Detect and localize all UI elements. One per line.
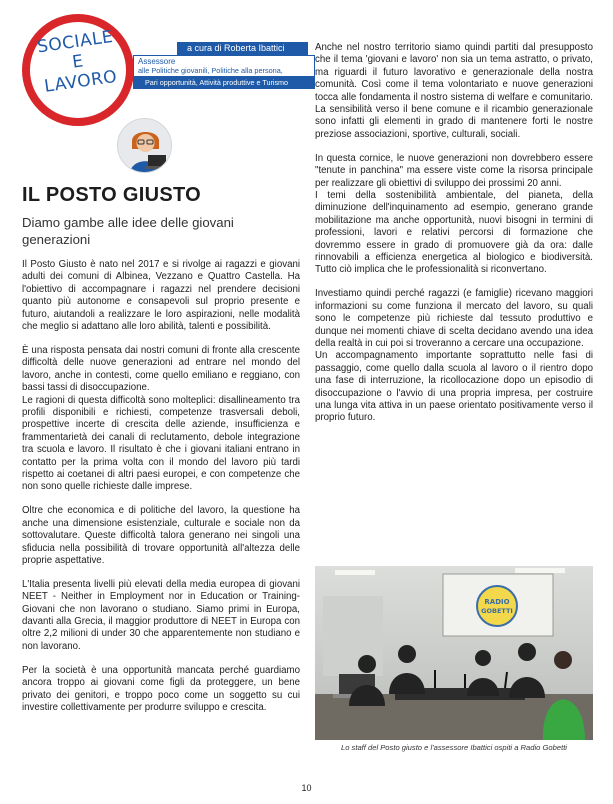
photo-caption: Lo staff del Posto giusto e l'assessore Ibattici ospiti a Radio Gobetti bbox=[340, 743, 567, 752]
assessor-line-1: alle Politiche giovanili, Politiche alla persona, bbox=[138, 66, 283, 75]
paragraph: È una risposta pensata dai nostri comuni di fronte alla crescente difficoltà delle nuove generazioni ad entrare nel mondo del lavoro, anche in contesti, come quello emiliano e reggiano, con bassi tassi di disoccupazione. bbox=[22, 344, 300, 394]
badge-line-2: E bbox=[71, 51, 85, 73]
paragraph: I temi della sostenibilità ambientale, del pianeta, della diminuzione dell'inquinamento ad esempio, generano grande mobilitazione ma anche opportunità, nuovi bisogni in termini di professioni, lavori e relativi percorsi di formazione che dovremmo essere in grado di promuovere già da ora: dalle rinnovabili a efficienza energetica al biologico e biodiversità. Tutto ciò implica che le professionalità si riconvertano. bbox=[315, 189, 593, 276]
radio-logo-line-1: RADIO bbox=[484, 598, 510, 606]
page-number: 10 bbox=[301, 783, 312, 793]
assessor-role: Assessore bbox=[138, 57, 176, 66]
paragraph: Per la società è una opportunità mancata perché guardiamo ancora troppo ai giovani come figli da proteggere, un bene privato dei genitori, e troppo poco come un soggetto su cui investire collettivamente per produrre sviluppo e crescita. bbox=[22, 664, 300, 713]
paragraph: Oltre che economica e di politiche del lavoro, la questione ha anche una dimensione esistenziale, culturale e sociale non da sottovalutare. Queste difficoltà talora generano nei singoli una sfiducia nella possibilità di trovare opportunità all'altezza delle proprie aspettative. bbox=[22, 505, 300, 566]
paragraph: Le ragioni di questa difficoltà sono molteplici: disallineamento tra profili disponibili e richiesti, competenze trasversali deboli, prospettive incerte di crescita delle aziende, insufficienza e frammentarietà dei canali di reclutamento, debole integrazione tra scuola e lavoro. Il risultato è che i giovani italiani entrano in contatto per la prima volta con il mondo del lavoro più tardi rispetto ai coetanei di altri paesi europei, e con competenze che non sono quelle richieste dalle imprese. bbox=[22, 394, 300, 493]
paragraph: Un accompagnamento importante soprattutto nelle fasi di passaggio, come quello dalla scuola al lavoro o il rientro dopo una fase di interruzione, la ricollocazione dopo un episodio di disoccupazione o l'avvio di una propria impresa, per costruire una lunga vita attiva in un paese orientato positivamente verso il proprio futuro. bbox=[315, 350, 593, 424]
paragraph: Anche nel nostro territorio siamo quindi partiti dal presupposto che il tema 'giovani e lavoro' non sia un tema astratto, o privato, ma riguardi il futuro lavorativo e generazionale della nostra comunità. Così come il tema volontariato e nuove generazioni tocca alle fondamenta il nostro sistema di welfare e comunitario. La sensibilità verso il bene comune e il ricambio generazionale sono infatti gli elementi in grado di mantenere forti le nostre preziose associazioni, sportive, culturali, sociali. bbox=[315, 42, 593, 140]
section-badge bbox=[22, 14, 134, 126]
avatar-illustration-icon bbox=[118, 119, 172, 173]
badge-line-1: SOCIALE bbox=[35, 26, 115, 58]
right-column bbox=[315, 42, 593, 436]
left-column bbox=[22, 259, 300, 726]
article-subtitle: Diamo gambe alle idee delle giovani generazioni bbox=[22, 215, 234, 247]
badge-line-3: LAVORO bbox=[43, 66, 119, 97]
paragraph: Il Posto Giusto è nato nel 2017 e si rivolge ai ragazzi e giovani adulti dei comuni di Albinea, Vezzano e Quattro Castella. Ha l'obiettivo di accompagnare i ragazzi nel prendere decisioni quanto più autonome e consapevoli sul proprio presente e futuro, aiutandoli a realizzare le loro aspirazioni, nelle modalità che meglio si adattano alle loro abilità, talenti e possibilità. bbox=[22, 259, 300, 333]
paragraph: Investiamo quindi perché ragazzi (e famiglie) ricevano maggiori informazioni su come funziona il mercato del lavoro, su quali sono le competenze più richieste dal tessuto produttivo e dunque nei momenti chiave di scelta decidano avendo una idea della realtà in cui poi si troveranno a cercare una occupazione. bbox=[315, 288, 593, 349]
radio-studio-illustration bbox=[315, 566, 593, 740]
paragraph: In questa cornice, le nuove generazioni non dovrebbero essere "tenute in panchina" ma essere viste come la risorsa principale per realizzare gli obiettivi di sviluppo dei prossimi 20 anni. bbox=[315, 152, 593, 189]
curator-label: a cura di Roberta Ibattici bbox=[177, 42, 308, 55]
avatar bbox=[117, 118, 172, 173]
radio-studio-photo bbox=[315, 566, 593, 740]
radio-logo-line-2: GOBETTI bbox=[481, 607, 513, 615]
assessor-line-2: Pari opportunità, Attività produttive e Turismo bbox=[133, 76, 315, 89]
article-title: IL POSTO GIUSTO bbox=[22, 184, 201, 206]
paragraph: L'Italia presenta livelli più elevati della media europea di giovani NEET - Neither in Employment nor in Education or Training- Giovani che non lavorano o studiano. Siamo primi in Europa, davanti alla Grecia, il maggior produttore di NEET in Europa con oltre 2,2 milioni di under 30 che apparentemente non studiano e non lavorano. bbox=[22, 578, 300, 652]
